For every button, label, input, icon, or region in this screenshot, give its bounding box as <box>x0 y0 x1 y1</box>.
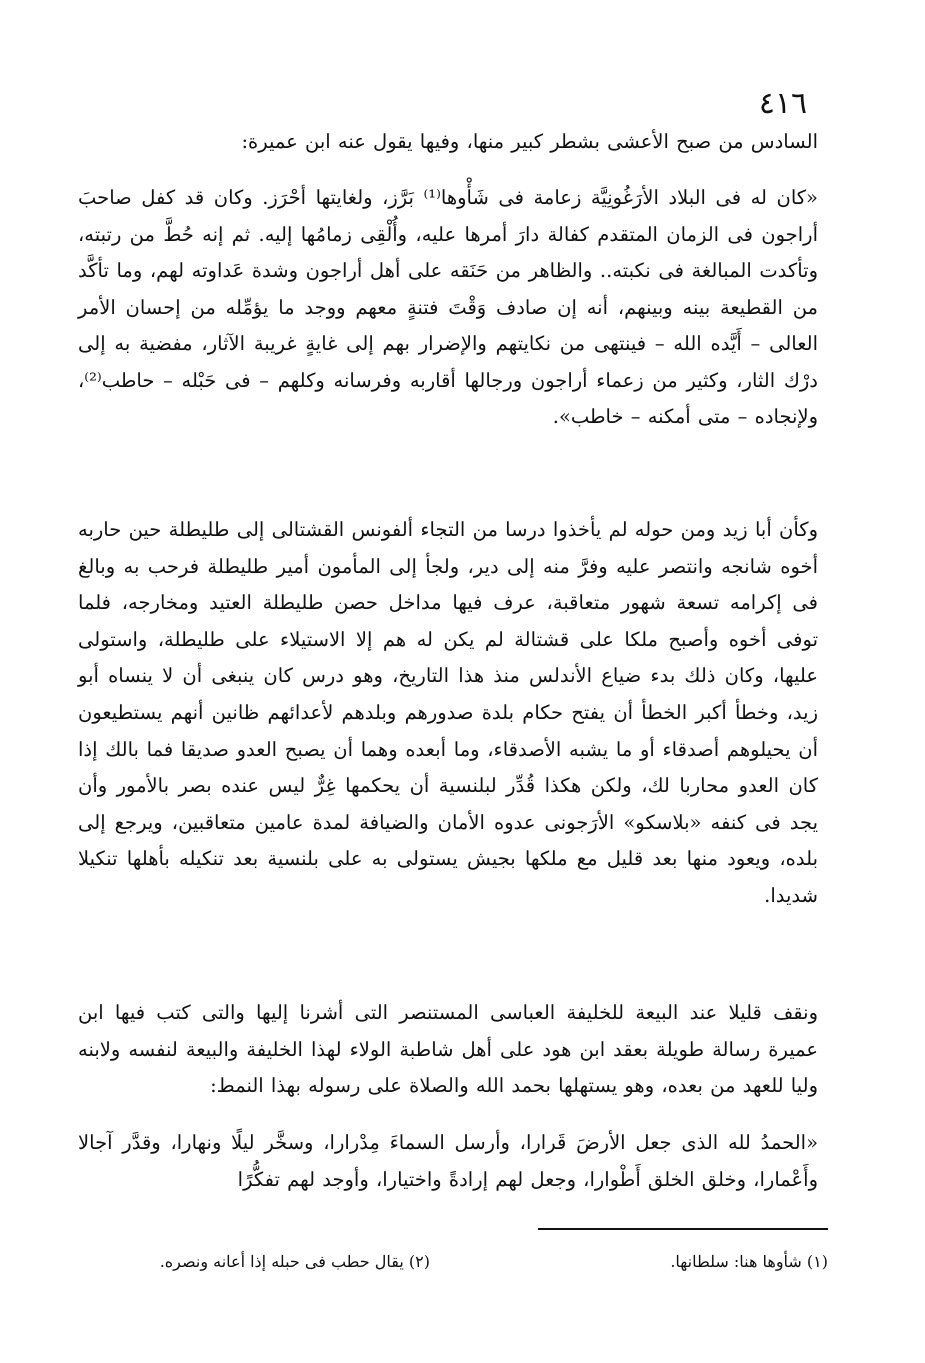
body-paragraph: وكأن أبا زيد ومن حوله لم يأخذوا درسا من التجاء ألفونس القشتالى إلى طليطلة حين حاربه أخوه شانجه وانتصر عليه وفرَّ منه إلى دير، ولجأ إلى المأمون أمير طليطلة فرحب به وبالغ فى إكرامه تسعة شهور متعاقبة، عرف فيها مداخل حصن طليطلة العتيد ومخارجه، فلما توفى أخوه وأصبح ملكا على قشتالة لم يكن له هم إلا الاستيلاء على طليطلة، واستولى عليها، وكان ذلك بدء ضياع الأندلس منذ هذا التاريخ، وهو درس كان ينبغى أن لا ينساه أبو زيد، وخطأ أكبر الخطأ أن يفتح حكام بلدة صدورهم وبلدهم لأعدائهم ظانين أنهم يستطيعون أن يحيلوهم أصدقاء أو ما يشبه الأصدقاء، وما أبعده وهما أن يصبح العدو صديقا فما بالك إذا كان العدو محاربا لك، ولكن هكذا قُدِّر لبلنسية أن يحكمها غِرٌّ ليس عنده بصر بالأمور وأن يجد فى كنفه «بلاسكو» الأرَجونى عدوه الأمان والضيافة لمدة عامين متعاقبين، ويرجع إلى بلده، ويعود منها بعد قليل مع ملكها بجيش يستولى به على بلنسية بعد تنكيله بأهلها تنكيلا شديدا. <box>78 518 818 907</box>
intro-line: السادس من صبح الأعشى بشطر كبير منها، وفيها يقول عنه ابن عميرة: <box>241 130 818 153</box>
page-number: ٤١٦ <box>758 86 808 121</box>
footnote-divider <box>538 1228 828 1230</box>
body-paragraph: ونقف قليلا عند البيعة للخليفة العباسى المستنصر التى أشرنا إليها والتى كتب فيها ابن عميرة رسالة طويلة بعقد ابن هود على أهل شاطبة الولاء لهذا الخليفة والبيعة لنفسه ولابنه وليا للعهد من بعده، وهو يستهلها بحمد الله والصلاة على رسوله بهذا النمط: <box>78 1001 818 1097</box>
quotation-paragraph: «الحمدُ لله الذى جعل الأرضَ قَرارا، وأرسل السماءَ مِدْرارا، وسخَّر ليلًا ونهارا، وقدَّر آجالا وأَعْمارا، وخلق الخلق أَطْوارا، وجعل لهم إرادةً واختيارا، وأوجد لهم تفكُّرًا <box>78 1131 818 1191</box>
quotation-paragraph: «كان له فى البلاد الأرَغُونِيَّة زعامة فى شَأْوها⁽¹⁾ بَرَّز، ولغايتها أحْرَز. وكان قد كفل صاحبَ أراجون فى الزمان المتقدم كفالة دارَ أمرها عليه، وأُلْقِى زمامُها إليه. ثم إنه حُطَّ من رتبته، وتأكدت المبالغة فى نكبته.. والظاهر من حَنَقه على أهل أراجون وشدة عَداوته لهم، وما تأكَّد من القطيعة بينه وبينهم، أنه إن صادف وَقْتَ فتنةٍ معهم ووجد ما يؤمِّله من إحسان الأمر العالى – أَيَّده الله – فينتهى من نكايتهم والإضرار بهم إلى غايةٍ غريبة الآثار، مفضية به إلى درْك الثار، وكثير من زعماء أراجون ورجالها أقاربه وفرسانه وكلهم – فى حَبْله – حاطب⁽²⁾، ولإنجاده – متى أمكنه – خاطب». <box>78 186 818 428</box>
footnote-1: (١) شأوها هنا: سلطانها. <box>670 1252 828 1271</box>
footnotes <box>90 1244 828 1280</box>
footnote-2: (٢) يقال حطب فى حبله إذا أعانه ونصره. <box>159 1252 430 1271</box>
